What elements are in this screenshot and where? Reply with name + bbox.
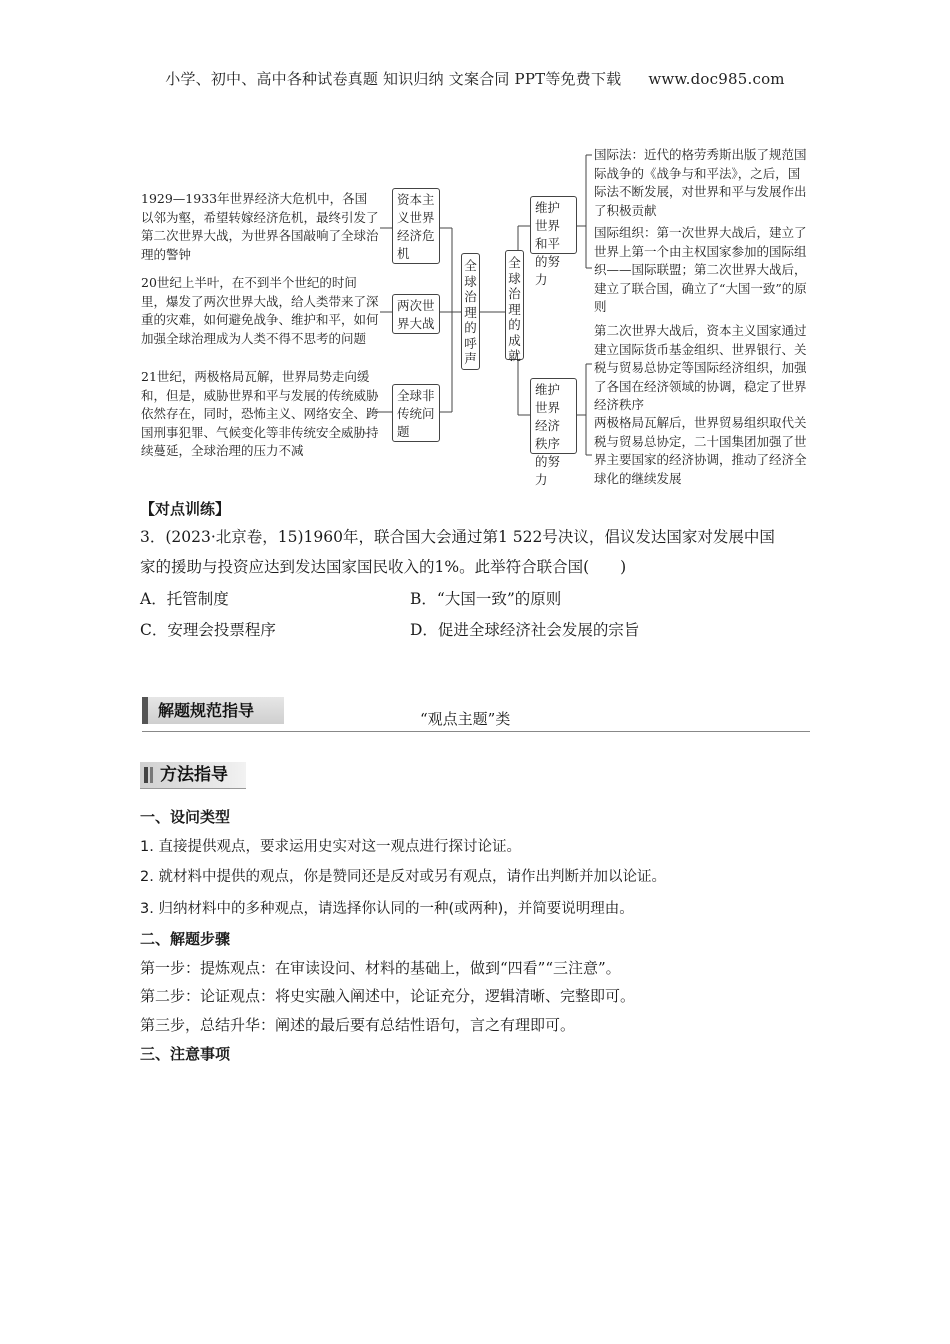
heading-mark-icon xyxy=(144,767,148,783)
step-2: 第二步：论证观点：将史实融入阐述中，论证充分，逻辑清晰、完整即可。 xyxy=(140,987,636,1005)
global-governance-diagram xyxy=(0,0,950,500)
box-peace-efforts: 维护世界和平的努力 xyxy=(530,196,577,254)
box-governance-achievements xyxy=(505,250,524,363)
question-type-1: 1. 直接提供观点，要求运用史实对这一观点进行探讨论证。 xyxy=(140,839,521,855)
banner-divider xyxy=(142,731,810,732)
option-d[interactable]: D．促进全球经济社会发展的宗旨 xyxy=(410,621,640,639)
method-heading xyxy=(140,762,246,788)
practice-title: 【对点训练】 xyxy=(140,500,231,518)
section-steps: 二、解题步骤 xyxy=(140,930,231,948)
question-line-1: 3．(2023·北京卷，15)1960年，联合国大会通过第1 522号决议，倡议发达国家对发展中国 xyxy=(140,528,775,546)
governance-achievements-label: 全球治理的成就 xyxy=(508,255,521,363)
question-type-2: 2. 就材料中提供的观点，你是赞同还是反对或另有观点，请作出判断并加以论证。 xyxy=(140,869,666,885)
guide-banner: 解题规范指导 xyxy=(142,697,284,724)
step-3: 第三步，总结升华：阐述的最后要有总结性语句，言之有理即可。 xyxy=(140,1016,576,1034)
guide-subtitle: “观点主题”类 xyxy=(420,710,511,728)
method-divider xyxy=(140,788,246,789)
question-3 xyxy=(140,522,820,582)
wars-description: 20世纪上半叶，在不到半个世纪的时间里，爆发了两次世界大战，给人类带来了深重的灾难，如何避免战争、维护和平，如何加强全球治理成为人类不得不思考的问题 xyxy=(141,275,379,346)
postwar-economy-text: 第二次世界大战后，资本主义国家通过建立国际货币基金组织、世界银行、关税与贸易总协定等国际经济组织，加强了各国在经济领域的协调，稳定了世界经济秩序 xyxy=(594,323,807,412)
option-c[interactable]: C．安理会投票程序 xyxy=(140,621,276,639)
crisis-description: 1929—1933年世界经济大危机中，各国以邻为壑，希望转嫁经济危机，最终引发了第二次世界大战，为世界各国敲响了全球治理的警钟 xyxy=(141,191,379,262)
box-economic-crisis: 资本主义世界经济危机 xyxy=(392,188,440,264)
box-governance-call xyxy=(461,253,480,370)
intl-law-text: 国际法：近代的格劳秀斯出版了规范国际战争的《战争与和平法》，之后，国际法不断发展，对世界和平与发展作出了积极贡献 xyxy=(594,147,807,218)
section-question-types: 一、设问类型 xyxy=(140,808,231,826)
header-site-link[interactable]: www.doc985.com xyxy=(648,70,785,88)
box-two-world-wars: 两次世界大战 xyxy=(392,294,440,334)
box-non-traditional-issues: 全球非传统问题 xyxy=(392,384,440,442)
governance-call-label: 全球治理的呼声 xyxy=(464,258,477,366)
section-notes: 三、注意事项 xyxy=(140,1045,231,1063)
non-traditional-description: 21世纪，两极格局瓦解，世界局势走向缓和，但是，威胁世界和平与发展的传统威胁依然存在，同时，恐怖主义、网络安全、跨国刑事犯罪、气候变化等非传统安全威胁持续蔓延，全球治理的压力不减 xyxy=(141,369,379,458)
question-line-2: 家的援助与投资应达到发达国家国民收入的1%。此举符合联合国( ) xyxy=(140,558,627,576)
question-type-3: 3. 归纳材料中的多种观点，请选择你认同的一种(或两种)，并简要说明理由。 xyxy=(140,901,634,917)
header-text: 小学、初中、高中各种试卷真题 知识归纳 文案合同 PPT等免费下载 xyxy=(165,70,622,88)
heading-mark-icon xyxy=(150,767,153,783)
wto-text: 两极格局瓦解后，世界贸易组织取代关税与贸易总协定，二十国集团加强了世界主要国家的经济协调，推动了经济全球化的继续发展 xyxy=(594,415,807,486)
option-a[interactable]: A．托管制度 xyxy=(140,590,229,608)
option-b[interactable]: B．“大国一致”的原则 xyxy=(410,590,562,608)
method-title: 方法指导 xyxy=(160,765,228,785)
intl-org-text: 国际组织：第一次世界大战后，建立了世界上第一个由主权国家参加的国际组织——国际联盟；第二次世界大战后，建立了联合国，确立了“大国一致”的原则 xyxy=(594,225,807,314)
step-1: 第一步：提炼观点：在审读设问、材料的基础上，做到“四看”“三注意”。 xyxy=(140,959,621,977)
box-economic-order-efforts: 维护世界经济秩序的努力 xyxy=(530,378,577,454)
